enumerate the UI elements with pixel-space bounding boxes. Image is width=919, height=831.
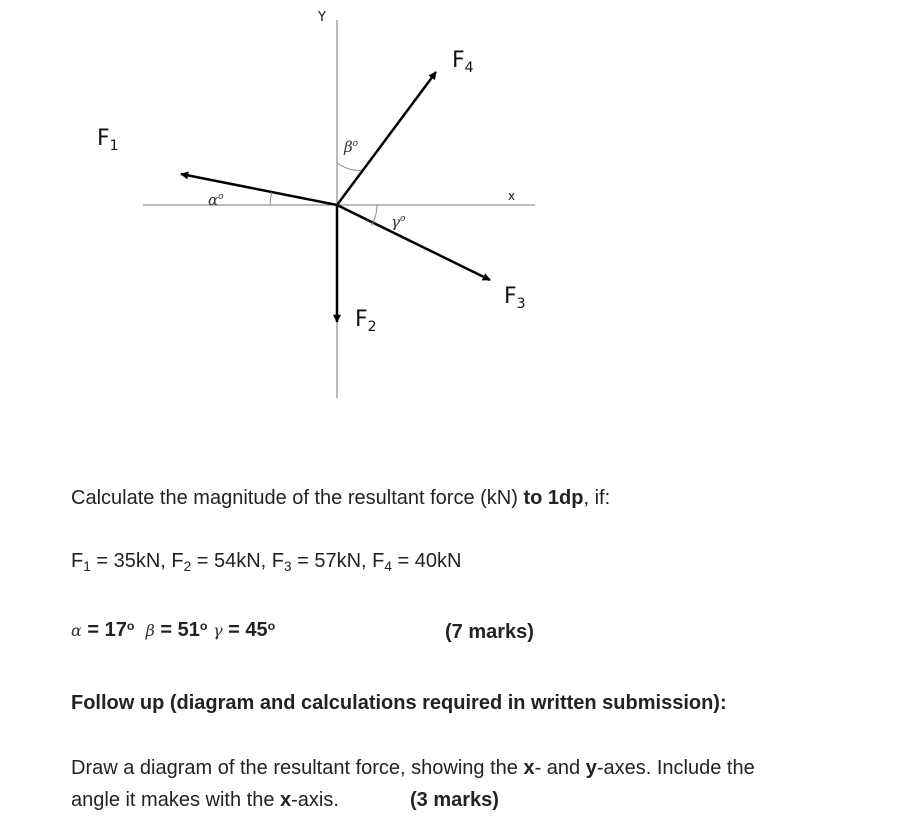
f4-label: $F_4$ xyxy=(452,48,474,76)
follow-up-marks: (3 marks) xyxy=(410,789,499,811)
force-value-f1: $F_1 = 35kN$, xyxy=(71,550,172,575)
angle-value-alpha: $\alpha = 17^o$ xyxy=(71,618,135,641)
follow-up-line-2: angle it makes with the x-axis. xyxy=(71,789,339,811)
force-value-f2: $F_2 = 54kN$, xyxy=(171,550,272,575)
angle-value-gamma: $\gamma = 45^o$ xyxy=(213,618,276,641)
angles-values-line xyxy=(71,618,275,643)
x-axis-label: x xyxy=(508,189,516,203)
intro-end: , if: xyxy=(583,487,611,509)
f2-label: $F_2$ xyxy=(355,307,377,335)
gamma-label: $\gamma^o$ xyxy=(391,213,406,231)
force-value-f3: $F_3 = 57kN$, xyxy=(271,550,373,575)
angle-value-beta: $\beta = 51^o$ xyxy=(145,618,208,641)
alpha-arc xyxy=(270,192,272,205)
follow-up-line-1: Draw a diagram of the resultant force, showing the x- and y-axes. Include the xyxy=(71,757,755,779)
force-f3-arrow xyxy=(337,205,490,280)
f3-label: $F_3$ xyxy=(504,284,526,312)
intro-text: Calculate the magnitude of the resultant force (kN) xyxy=(71,487,524,509)
f1-label: $F_1$ xyxy=(97,126,119,154)
force-f1-arrow xyxy=(181,174,337,205)
alpha-label: $\alpha^o$ xyxy=(208,191,224,209)
forces-values-line xyxy=(71,549,461,573)
y-axis-label: Y xyxy=(318,10,326,25)
follow-up-heading: Follow up (diagram and calculations required in written submission): xyxy=(71,692,727,714)
question-marks: (7 marks) xyxy=(445,621,534,643)
beta-arc xyxy=(337,163,361,171)
question-intro xyxy=(71,486,610,510)
beta-label: $\beta^o$ xyxy=(344,138,359,156)
force-value-f4: $F_4 = 40kN$ xyxy=(372,550,462,575)
intro-bold: to 1dp xyxy=(523,487,584,509)
